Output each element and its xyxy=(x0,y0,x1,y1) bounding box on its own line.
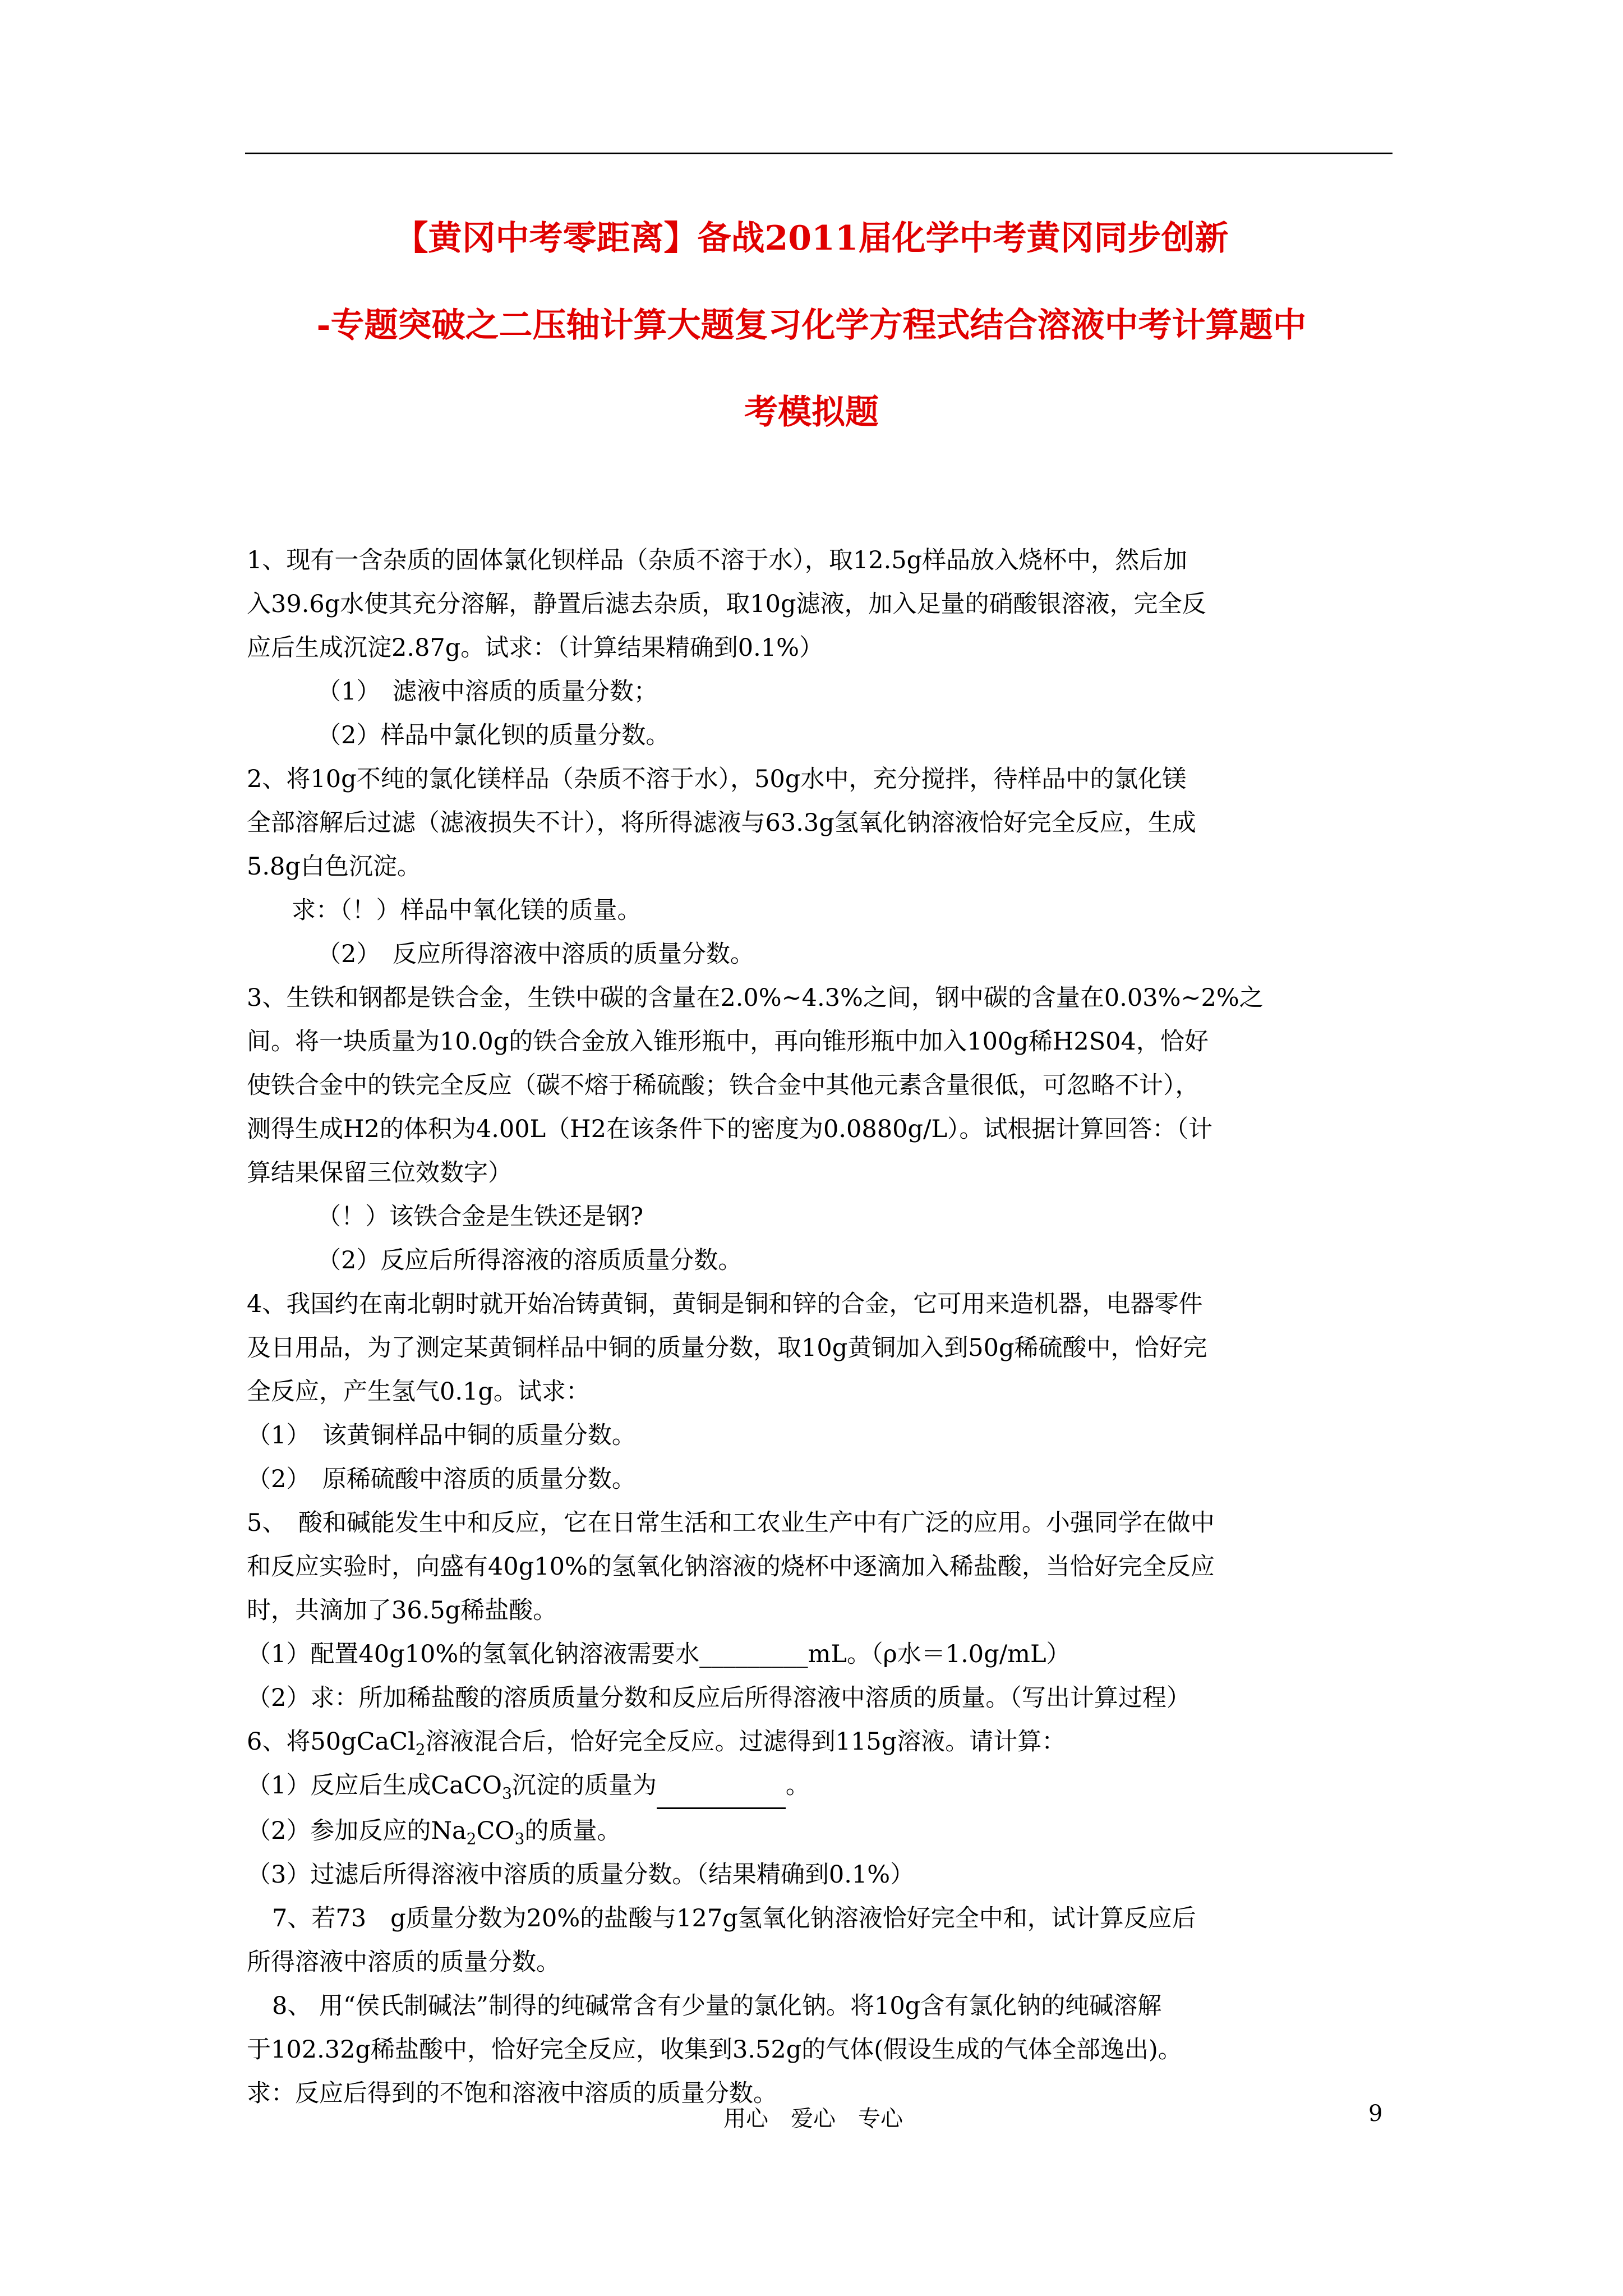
body-text-line: 求：反应后得到的不饱和溶液中溶质的质量分数。 xyxy=(247,2079,777,2108)
body-text-line: （1） 该黄铜样品中铜的质量分数。 xyxy=(247,1421,636,1450)
q6-line-3: （2）参加反应的$Na_2CO_3$的质量。 xyxy=(247,1817,621,1848)
body-text-line: 1、现有一含杂质的固体氯化钡样品（杂质不溶于水），取12.5g样品放入烧杯中，然后加 xyxy=(247,546,1188,574)
body-text-line: 全部溶解后过滤（滤液损失不计），将所得滤液与63.3g氢氧化钠溶液恰好完全反应，生成 xyxy=(247,809,1196,837)
body-text-line: （2）样品中氯化钡的质量分数。 xyxy=(317,721,670,749)
body-text-line: （2）求：所加稀盐酸的溶质质量分数和反应后所得溶液中溶质的质量。（写出计算过程） xyxy=(247,1684,1191,1712)
body-text-line: 于102.32g稀盐酸中，恰好完全反应，收集到3.52g的气体(假设生成的气体全部逸出)。 xyxy=(247,2036,1182,2064)
title-line-1: 【黄冈中考零距离】备战2011届化学中考黄冈同步创新 xyxy=(394,219,1229,258)
body-text-line: 3、生铁和钢都是铁合金，生铁中碳的含量在2.0%~4.3%之间，钢中碳的含量在0.03%~2%之 xyxy=(247,984,1264,1012)
body-text-line: 求：（！）样品中氧化镁的质量。 xyxy=(292,896,642,924)
q6-line-1: 6、将50gCaCl$_2$溶液混合后，恰好完全反应。过滤得到115g溶液。请计算： xyxy=(247,1728,1066,1759)
title-line-2: -专题突破之二压轴计算大题复习化学方程式结合溶液中考计算题中 xyxy=(316,306,1307,345)
body-text-line: （1）配置40g10%的氢氧化钠溶液需要水_________mL。（ρ水＝1.0g/mL） xyxy=(247,1640,1071,1668)
body-text-line: 入39.6g水使其充分溶解，静置后滤去杂质，取10g滤液，加入足量的硝酸银溶液，完全反 xyxy=(247,590,1206,618)
title-line-3: 考模拟题 xyxy=(744,393,879,432)
q6-line-2: （1）反应后生成CaCO$_3$沉淀的质量为 。 xyxy=(247,1764,1391,1809)
body-text-line: （1） 滤液中溶质的质量分数； xyxy=(317,678,658,706)
document-body xyxy=(247,539,1391,2115)
body-text-line: 间。将一块质量为10.0g的铁合金放入锥形瓶中，再向锥形瓶中加入100g稀H2S04，恰好 xyxy=(247,1028,1209,1056)
body-text-line: 应后生成沉淀2.87g。试求：（计算结果精确到0.1%） xyxy=(247,634,824,662)
body-text-line: 5.8g白色沉淀。 xyxy=(247,853,421,881)
body-text-line: 8、 用“侯氏制碱法”制得的纯碱常含有少量的氯化钠。将10g含有氯化钠的纯碱溶解 xyxy=(272,1992,1162,2020)
body-text-line: 2、将10g不纯的氯化镁样品（杂质不溶于水），50g水中，充分搅拌，待样品中的氯化镁 xyxy=(247,765,1187,793)
body-text-line: 4、我国约在南北朝时就开始冶铸黄铜，黄铜是铜和锌的合金，它可用来造机器，电器零件 xyxy=(247,1290,1203,1318)
footer-motto: 用心 爱心 专心 xyxy=(723,2106,903,2132)
page-number: 9 xyxy=(1368,2101,1383,2127)
body-text-line: 和反应实验时，向盛有40g10%的氢氧化钠溶液的烧杯中逐滴加入稀盐酸，当恰好完全反应 xyxy=(247,1553,1215,1581)
body-text-line: 使铁合金中的铁完全反应（碳不熔于稀硫酸；铁合金中其他元素含量很低，可忽略不计）， xyxy=(247,1071,1200,1099)
body-text-line: （2）反应后所得溶液的溶质质量分数。 xyxy=(317,1246,743,1274)
body-text-line: 5、 酸和碱能发生中和反应，它在日常生活和工农业生产中有广泛的应用。小强同学在做中 xyxy=(247,1509,1215,1537)
body-text-line: （2） 原稀硫酸中溶质的质量分数。 xyxy=(247,1465,636,1493)
body-text-line: 7、若73 g质量分数为20%的盐酸与127g氢氧化钠溶液恰好完全中和，试计算反应后 xyxy=(272,1904,1196,1932)
header-rule xyxy=(245,153,1393,154)
questions-7-8 xyxy=(247,1897,1391,2115)
questions-1-5 xyxy=(247,539,1391,1720)
answer-blank xyxy=(657,1764,786,1809)
body-text-line: （2） 反应所得溶液中溶质的质量分数。 xyxy=(317,940,754,968)
body-text-line: （！）该铁合金是生铁还是钢? xyxy=(317,1203,644,1231)
body-text-line: 所得溶液中溶质的质量分数。 xyxy=(247,1948,560,1976)
body-text-line: 测得生成H2的体积为4.00L（H2在该条件下的密度为0.0880g/L）。试根据计算回答：（计 xyxy=(247,1115,1213,1143)
body-text-line: 及日用品，为了测定某黄铜样品中铜的质量分数，取10g黄铜加入到50g稀硫酸中，恰好完 xyxy=(247,1334,1207,1362)
body-text-line: 时，共滴加了36.5g稀盐酸。 xyxy=(247,1596,557,1625)
q6-line-4: （3）过滤后所得溶液中溶质的质量分数。（结果精确到0.1%） xyxy=(247,1861,915,1889)
body-text-line: 算结果保留三位效数字） xyxy=(247,1159,512,1187)
body-text-line: 全反应，产生氢气0.1g。试求： xyxy=(247,1378,590,1406)
